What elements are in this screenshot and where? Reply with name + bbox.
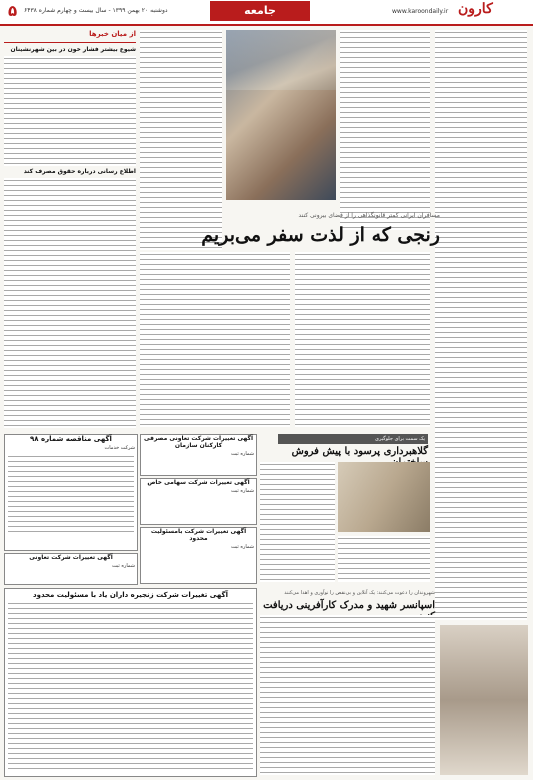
main-headline: رنجی که از لذت سفر می‌بریم [201,224,440,246]
ad-title: آگهی مناقصه شماره ۹۸ [30,435,112,443]
ad-sub: شماره ثبت [230,451,254,457]
ad-title: آگهی تغییرات شرکت تعاونی مصرفی کارکنان سازمان [143,435,254,449]
brief-subtitle-2: اطلاع رسانی درباره حقوق مصرف کند [23,168,136,175]
newspaper-logo: کارون [458,1,493,17]
right-text-column [435,30,527,620]
housing-headline: گلاهبرداری پرسود با پیش فروش [291,446,428,457]
housing-kicker: یک سمت برای جلوگیری [375,436,425,442]
notice-header: آگهی تغییرات شرکت زنجیره داران یاد با مسئولیت محدود [33,591,228,599]
brief-text [4,56,136,166]
notice-ad-2 [140,478,257,525]
bottom-article-text [260,615,435,775]
ad-sub: شماره ثبت [230,544,254,550]
main-article-text [140,252,290,427]
notice-body [8,601,253,769]
notice-ad-1 [140,434,257,476]
brief-subtitle: شیوع بیشتر فشار خون در بین شهرنشینان [10,46,136,53]
crowd-photo-overlay [226,30,336,90]
notice-ad-3 [140,527,257,584]
housing-text [260,462,335,582]
tv-screens-photo [440,625,528,775]
ad-sub: شرکت خدمات [104,445,135,451]
bottom-headline: اسپانسر شهید و مدرک کارآفرینی دریافت [263,600,435,611]
page-number: ۵ [8,2,18,20]
ad-title: آگهی تغییرات شرکت تعاونی [29,554,113,561]
brief-title: از میان خبرها [89,30,136,38]
housing-text-2 [338,536,430,582]
date-line: دوشنبه ۲۰ بهمن ۱۳۹۹ - سال بیست و چهارم شماره ۶۴۳۸ [24,7,168,14]
brief-title-bar [4,30,136,43]
main-subtitle: مسافران ایرانی کمتر قانونگذاهی را از فضای بیرونی کنند [298,212,440,219]
ad-sub: شماره ثبت [230,488,254,494]
ad-title: آگهی تغییرات شرکت بامسئولیت محدود [150,528,247,542]
housing-kicker-bar [278,434,428,444]
bottom-kicker: شهروندان را دعوت می‌کنند: یک آنلاین و بی‌نقص را نوآوری و اهدا می‌کنند [284,590,435,596]
ad-body [8,454,134,534]
company-notice-box [4,588,257,777]
main-article-text-2 [295,252,430,427]
page-header [0,0,533,26]
ad-sub: شماره ثبت [111,563,135,569]
site-url[interactable]: www.karoondaily.ir [392,8,449,15]
brief-text-2 [4,178,136,428]
tender-ad [4,434,138,551]
notice-ad-4 [4,553,138,585]
building-photo [338,462,430,532]
ad-title: آگهی تغییرات شرکت سهامی خاص [147,479,250,486]
center-right-text-column [340,30,430,230]
section-title: جامعه [210,1,310,21]
